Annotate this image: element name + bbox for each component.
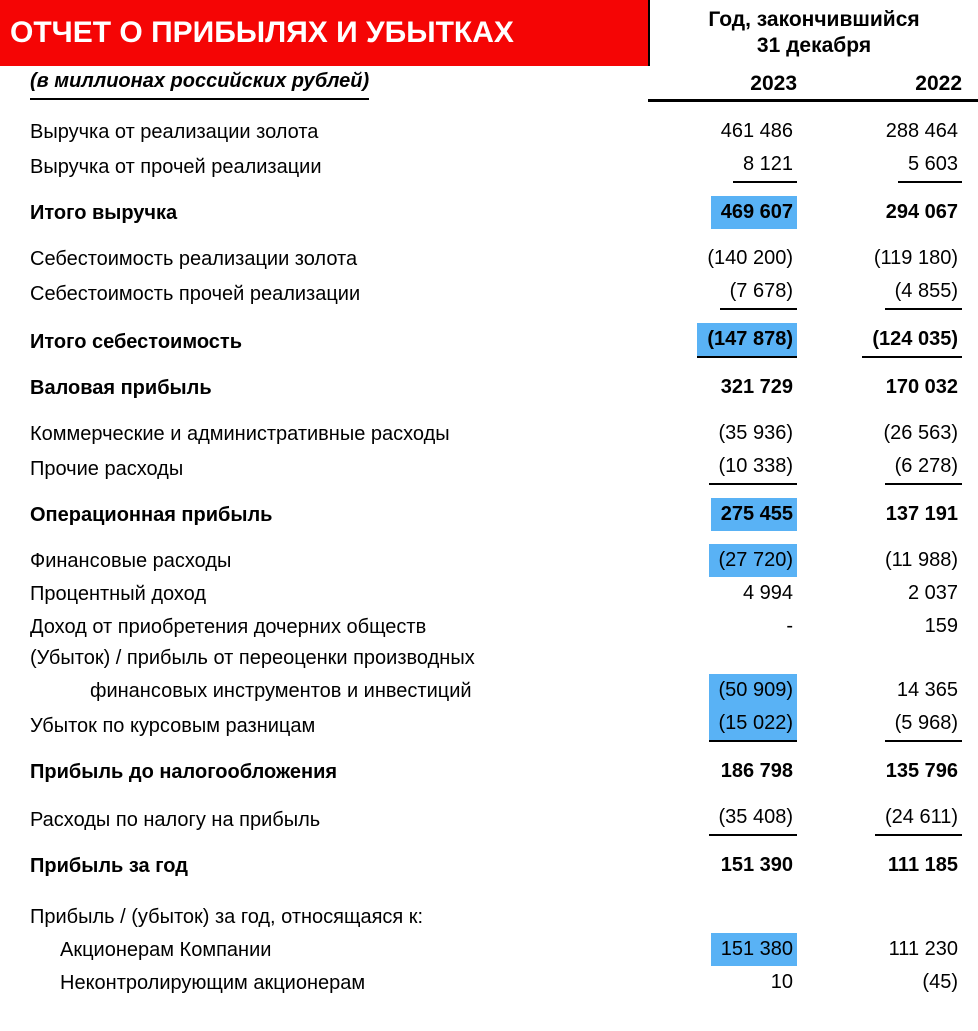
row-value-2022: 170 032 [885,375,958,398]
table-row [0,417,978,450]
row-value-2022: (119 180) [873,246,958,269]
spacer [648,310,813,323]
row-value-2022: 111 230 [888,937,958,960]
highlighted-value: (15 022) [709,707,798,742]
row-label: Прибыль / (убыток) за год, относящаяся к: [30,905,424,928]
column-header-2022: 2022 [813,66,978,100]
spacer [0,485,648,498]
table-row [0,707,978,742]
highlighted-value: (147 878) [697,323,797,358]
spacer [813,310,978,323]
row-label: Выручка от прочей реализации [30,155,322,178]
table-row [0,801,978,836]
spacer [648,742,813,755]
table-row-total [0,371,978,404]
spacer [813,100,978,115]
spacer [648,882,813,895]
units-label: (в миллионах российских рублей) [30,66,369,100]
spacer [0,100,648,115]
row-value-2023: (35 936) [718,421,793,444]
row-value-2023 [648,196,813,229]
row-value-2023 [648,674,813,707]
row-value-2022: (45) [922,970,958,993]
row-label: Акционерам Компании [60,938,272,961]
spacer [0,895,648,902]
row-value-2023: 4 994 [742,581,793,604]
row-value-2023: (10 338) [648,450,813,485]
spacer [813,183,978,196]
period-header [648,0,978,66]
spacer [0,183,648,196]
row-value-2023 [648,544,813,577]
row-value-2023: - [786,614,793,637]
row-label: Выручка от реализации золота [30,120,319,143]
table-row [0,148,978,183]
row-value-2023 [648,933,813,966]
spacer [0,788,648,801]
table-row-continuation [0,674,978,707]
spacer [0,358,648,371]
row-value-2022: 294 067 [885,200,958,223]
row-label: Операционная прибыль [30,503,273,526]
spacer [648,229,813,242]
spacer [648,895,813,902]
highlighted-value: 469 607 [711,196,797,229]
row-value-2022 [813,902,978,933]
row-value-2022: 159 [924,614,958,637]
row-value-2023: (140 200) [707,246,793,269]
spacer [813,229,978,242]
row-value-2022: 111 185 [887,853,958,876]
table-row-total [0,498,978,531]
spacer [648,404,813,417]
highlighted-value: (27 720) [709,544,798,577]
row-value-2023: (7 678) [648,275,813,310]
row-label: Себестоимость реализации золота [30,247,358,270]
table-row [0,275,978,310]
table-header-row [0,66,978,100]
statement-title-box [0,0,648,66]
row-label: Валовая прибыль [30,376,212,399]
row-value-2023: 186 798 [720,759,793,782]
table-row [0,242,978,275]
row-value-2022: (124 035) [813,323,978,358]
spacer [813,742,978,755]
table-row [0,115,978,148]
row-value-2022: (11 988) [884,548,958,571]
spacer [648,183,813,196]
spacer [648,100,813,115]
row-label: Итого выручка [30,201,178,224]
table-row-section [0,902,978,933]
units-label-cell [0,66,648,100]
table-row [0,643,978,674]
spacer [648,358,813,371]
row-label: Доход от приобретения дочерних обществ [30,615,427,638]
highlighted-value: 275 455 [711,498,797,531]
spacer [813,895,978,902]
row-label: Процентный доход [30,582,207,605]
row-label: Финансовые расходы [30,549,232,572]
spacer [813,788,978,801]
statement-header [0,0,978,66]
spacer [0,531,648,544]
row-value-2022: (5 968) [813,707,978,742]
row-value-2022: (6 278) [813,450,978,485]
row-value-2023: 321 729 [720,375,793,398]
row-label: Итого себестоимость [30,330,243,353]
row-value-2023 [648,902,813,933]
table-row [0,610,978,643]
spacer [0,742,648,755]
highlighted-value: (50 909) [709,674,798,707]
table-row-total [0,755,978,788]
column-header-2023: 2023 [648,66,813,100]
row-value-2022: (24 611) [813,801,978,836]
spacer [0,229,648,242]
table-row-total [0,849,978,882]
row-value-2023 [648,498,813,531]
spacer [0,836,648,849]
row-value-2022 [813,643,978,674]
table-row [0,933,978,966]
row-label: Прибыль до налогообложения [30,760,338,783]
period-line-1: Год, закончившийся [708,7,920,31]
spacer [813,882,978,895]
spacer [0,404,648,417]
spacer [813,485,978,498]
highlighted-value: 151 380 [711,933,797,966]
spacer [0,310,648,323]
table-row [0,450,978,485]
spacer [0,882,648,895]
row-value-2023 [648,323,813,358]
spacer [813,404,978,417]
row-label: Прочие расходы [30,457,184,480]
period-header-text [708,7,919,60]
row-value-2022: 288 464 [885,119,958,142]
spacer [648,836,813,849]
table-row-total [0,196,978,229]
row-label: Неконтролирующим акционерам [60,971,366,994]
income-statement-table [0,66,978,999]
spacer [813,358,978,371]
table-row [0,544,978,577]
row-value-2023 [648,707,813,742]
spacer [648,485,813,498]
row-value-2023: (35 408) [648,801,813,836]
row-value-2023 [648,643,813,674]
spacer [648,788,813,801]
row-value-2023: 10 [770,970,793,993]
row-value-2022: 5 603 [813,148,978,183]
row-label-line2: финансовых инструментов и инвестиций [90,679,472,702]
row-value-2022: 14 365 [896,678,958,701]
row-label: Убыток по курсовым разницам [30,714,316,737]
table-row-total [0,323,978,358]
period-line-2: 31 декабря [756,34,872,57]
row-value-2023: 8 121 [648,148,813,183]
table-row [0,577,978,610]
row-value-2022: (26 563) [883,421,958,444]
row-value-2022: 137 191 [885,502,958,525]
row-value-2022: (4 855) [813,275,978,310]
page-title: ОТЧЕТ О ПРИБЫЛЯХ И УБЫТКАХ [10,16,514,50]
row-value-2023: 461 486 [720,119,793,142]
spacer [813,531,978,544]
row-label: Себестоимость прочей реализации [30,282,361,305]
row-value-2022: 2 037 [907,581,958,604]
table-row [0,966,978,999]
row-label: Расходы по налогу на прибыль [30,808,321,831]
row-label: (Убыток) / прибыль от переоценки производных [30,646,475,669]
row-value-2023: 151 390 [720,853,793,876]
spacer [648,531,813,544]
spacer [813,836,978,849]
row-label: Коммерческие и административные расходы [30,422,450,445]
row-value-2022: 135 796 [885,759,958,782]
row-label: Прибыль за год [30,854,188,877]
